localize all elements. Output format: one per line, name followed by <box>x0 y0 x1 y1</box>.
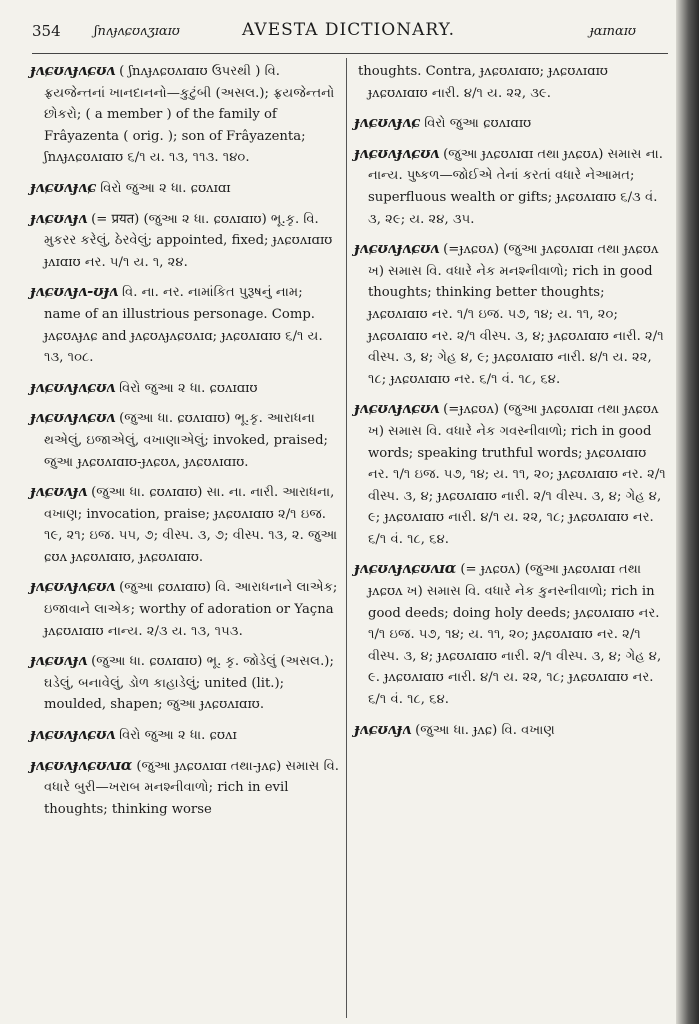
entry-definition: વિરો જુઆ ɕʊʌɪɑɪʊ <box>424 116 532 132</box>
dictionary-entry <box>30 724 342 747</box>
entry-definition: (જુઆ ધા. ɕʊʌɪɑɪʊ) ભૂ. કૃ. જોડેલું (અસલ.); ઘડેલું, બનાવેલું, ડોળ કાહાડેલું; united (lit.); moulded, shapen; જુઆ ɟʌɕʊʌɪɑɪʊ. <box>44 654 334 713</box>
dictionary-entry <box>354 238 668 390</box>
dictionary-entry <box>354 398 668 550</box>
entry-definition: (= प्रयत) (જુઆ ૨ ધા. ɕʊʌɪɑɪʊ) ભૂ.કૃ. વિ. મુકરર કરેલું, ઠેરવેલું; appointed, fixed; ɟʌɕʊʌɪɑɪʊ ɟʌɪɑɪʊ નર. ૫/૧ ય. ૧, ૨૪. <box>44 211 333 270</box>
entry-headword: ɟʌɕʊʌɟʌ <box>30 482 88 501</box>
page-number: 354 <box>32 22 61 40</box>
entry-headword: ɟʌɕʊʌɟʌɕʊʌ <box>30 377 116 396</box>
dictionary-entry <box>30 407 342 473</box>
entry-definition: ( ʃnʌɟʌɕʊʌɪɑɪʊ ઉપરથી ) વિ. ફ્રયજેન્તનાં ખાનદાનનો—કુટુંબી (અસલ.); ફ્રયજેન્તનો છોકરો; ( a member ) of the family of Frâyazenta ( orig. ); son of Frâyazenta; ʃnʌɟʌɕʊʌɪɑɪʊ ૬/૧ ય. ૧૩, ૧૧૩. ૧૪૦. <box>44 64 335 166</box>
entry-definition: (= ɟʌɕʊʌ) (જુઆ ɟʌɕʊʌɪɑɪ તથા ɟʌɕʊʌ ખ) સમાસ વિ. વધારે નેક કુનસ્નીવાળો; rich in good deeds; doing holy deeds; ɟʌɕʊʌɪɑɪʊ નર. ૧/૧ ઇજ. ૫૭, ૧૪; ય. ૧૧, ૨૦; ɟʌɕʊʌɪɑɪʊ નર. ૨/૧ વીસ્પ. ૩, ૪; ɟʌɕʊʌɪɑɪʊ નારી. ૨/૧ વીસ્પ. ૩, ૪; ગેહ ૪, ૯. ɟʌɕʊʌɪɑɪʊ નારી. ૪/૧ ય. ૨૨, ૧૮; ɟʌɕʊʌɪɑɪʊ નર. ૬/૧ વં. ૧૮, ૬૪. <box>368 562 662 708</box>
entry-definition: વિ. ના. નર. નામાંકિત પુરૂષનું નામ; name of an illustrious personage. Comp. ɟʌɕʊʌɟʌɕ and ɟʌɕʊʌɟʌɕʊʌɪɑ; ɟʌɕʊʌɪɑɪʊ ૬/૧ ય. ૧૩, ૧૦૮. <box>44 285 323 366</box>
header-rule <box>32 53 668 54</box>
dictionary-entry <box>30 576 342 642</box>
dictionary-entry <box>30 177 342 200</box>
entry-definition: (જુઆ ɟʌɕʊʌɪɑɪ તથા-ɟʌɕ) સમાસ વિ. વધારે બુરી—ખરાબ મનશ્નીવાળો; rich in evil thoughts; thinking worse <box>44 758 339 817</box>
entry-definition: (જુઆ ધા. ɕʊʌɪɑɪʊ) ભૂ.કૃ. આરાધના થએલું, ઇજાએલું, વખાણાએલું; invoked, praised; જુઆ ɟʌɕʊʌɪɑɪʊ-ɟʌɕʊʌ, ɟʌɕʊʌɪɑɪʊ. <box>44 411 328 470</box>
left-column <box>30 60 342 828</box>
entry-headword: ɟʌɕʊʌɟʌɕʊʌ <box>30 61 116 79</box>
right-column <box>354 60 668 749</box>
dictionary-entry <box>354 60 668 104</box>
column-divider <box>346 58 347 1018</box>
entry-definition: (=ɟʌɕʊʌ) (જુઆ ɟʌɕʊʌɪɑɪ તથા ɟʌɕʊʌ ખ) સમાસ વિ. વધારે નેક ગવસ્નીવાળો; rich in good words; speaking truthful words; ɟʌɕʊʌɪɑɪʊ નર. ૧/૧ ઇજ. ૫૭, ૧૪; ય. ૧૧, ૨૦; ɟʌɕʊʌɪɑɪʊ નર. ૨/૧ વીસ્પ. ૩, ૪; ɟʌɕʊʌɪɑɪʊ નારી. ૨/૧ વીસ્પ. ૩, ૪; ગેહ ૪, ૯; ɟʌɕʊʌɪɑɪʊ નારી. ૪/૧ ય. ૨૨, ૧૮; ɟʌɕʊʌɪɑɪʊ નર. ૬/૧ વં. ૧૮, ૬૪. <box>368 402 666 547</box>
entry-headword: ɟʌɕʊʌɟʌɕʊʌ <box>354 239 440 258</box>
entry-definition: (જુઆ ધા. ɟʌɕ) વિ. વખાણ <box>415 722 555 738</box>
dictionary-entry <box>30 60 342 169</box>
dictionary-entry <box>354 719 668 742</box>
entry-headword: ɟʌɕʊʌɟʌɕʊʌ <box>30 577 116 596</box>
right-running-head: ɟɑɪnɑɪʊ <box>589 24 636 39</box>
dictionary-entry <box>30 481 342 568</box>
entry-headword: ɟʌɕʊʌɟʌ <box>354 719 412 738</box>
entry-headword: ɟʌɕʊʌɟʌɕʊʌɪɑ <box>30 755 133 774</box>
entry-definition: thoughts. Contra, ɟʌɕʊʌɪɑɪʊ; ɟʌɕʊʌɪɑɪʊ ɟʌɕʊʌɪɑɪʊ નારી. ૪/૧ ય. ૨૨, ૩૯. <box>358 64 608 101</box>
page-title: AVESTA DICTIONARY. <box>242 20 456 40</box>
dictionary-entry <box>30 377 342 400</box>
page-edge-shadow <box>676 0 699 1024</box>
entry-definition: વિરો જુઆ ૨ ધા. ɕʊʌɪ <box>119 728 237 744</box>
left-running-head: ʃnʌɟʌɕʊʌʒɪɑɪʊ <box>94 24 180 39</box>
entry-headword: ɟʌɕʊʌɟʌɕ <box>354 113 421 132</box>
entry-headword: ɟʌɕʊʌɟʌ <box>30 651 88 670</box>
dictionary-entry <box>30 281 342 368</box>
entry-definition: (જુઆ ɟʌɕʊʌɪɑɪ તથા ɟʌɕʊʌ) સમાસ ના. નાન્ય. પુષ્કળ—જોઈએ તેનાં કરતાં વધારે નેઆમત; superfluous wealth or gifts; ɟʌɕʊʌɪɑɪʊ ૬/૩ વં. ૩, ૨૯; ય. ૨૪, ૩૫. <box>368 146 663 227</box>
entry-definition: (=ɟʌɕʊʌ) (જુઆ ɟʌɕʊʌɪɑɪ તથા ɟʌɕʊʌ ખ) સમાસ વિ. વધારે નેક મનશ્નીવાળો; rich in good thoughts; thinking better thoughts; ɟʌɕʊʌɪɑɪʊ નર. ૧/૧ ઇજ. ૫૭, ૧૪; ય. ૧૧, ૨૦; ɟʌɕʊʌɪɑɪʊ નર. ૨/૧ વીસ્પ. ૩, ૪; ɟʌɕʊʌɪɑɪʊ નારી. ૨/૧ વીસ્પ. ૩, ૪; ગેહ ૪, ૯; ɟʌɕʊʌɪɑɪʊ નારી. ૪/૧ ય. ૨૨, ૧૮; ɟʌɕʊʌɪɑɪʊ નર. ૬/૧ વં. ૧૮, ૬૪. <box>368 242 664 387</box>
dictionary-entry <box>30 650 342 716</box>
entry-definition: (જુઆ ɕʊʌɪɑɪʊ) વિ. આરાધનાને લાએક; ઇજાવાને લાએક; worthy of adoration or Yaçna ɟʌɕʊʌɪɑɪʊ નાન્ય. ૨/૩ ય. ૧૩, ૧૫૩. <box>44 580 338 639</box>
dictionary-entry <box>354 112 668 135</box>
entry-definition: વિરો જુઆ ૨ ધા. ɕʊʌɪɑɪʊ <box>119 380 258 396</box>
entry-definition: વિરો જુઆ ૨ ધા. ɕʊʌɪɑɪ <box>100 180 231 196</box>
entry-headword: ɟʌɕʊʌɟʌ <box>30 208 88 227</box>
dictionary-entry <box>30 208 342 274</box>
entry-definition: (જુઆ ધા. ɕʊʌɪɑɪʊ) સા. ના. નારી. આરાધના, વખાણ; invocation, praise; ɟʌɕʊʌɪɑɪʊ ૨/૧ ઇજ. ૧૯, ૨૧; ઇજ. ૫૫, ૭; વીસ્પ. ૩, ૭; વીસ્પ. ૧૩, ૨. જુઆ ɕʊʌ ɟʌɕʊʌɪɑɪʊ, ɟʌɕʊʌɪɑɪʊ. <box>44 485 338 565</box>
entry-headword: ɟʌɕʊʌɟʌɕʊʌ <box>354 143 440 162</box>
entry-headword: ɟʌɕʊʌɟʌɕʊʌ <box>30 408 116 427</box>
dictionary-entry <box>30 755 342 821</box>
dictionary-entry <box>354 143 668 230</box>
entry-headword: ɟʌɕʊʌɟʌ-ʊɟʌ <box>30 282 119 301</box>
dictionary-entry <box>354 558 668 710</box>
entry-headword: ɟʌɕʊʌɟʌɕ <box>30 177 97 196</box>
page-header <box>32 18 668 46</box>
entry-headword: ɟʌɕʊʌɟʌɕʊʌɪɑ <box>354 559 457 578</box>
entry-headword: ɟʌɕʊʌɟʌɕʊʌ <box>354 399 440 418</box>
entry-headword: ɟʌɕʊʌɟʌɕʊʌ <box>30 725 116 744</box>
